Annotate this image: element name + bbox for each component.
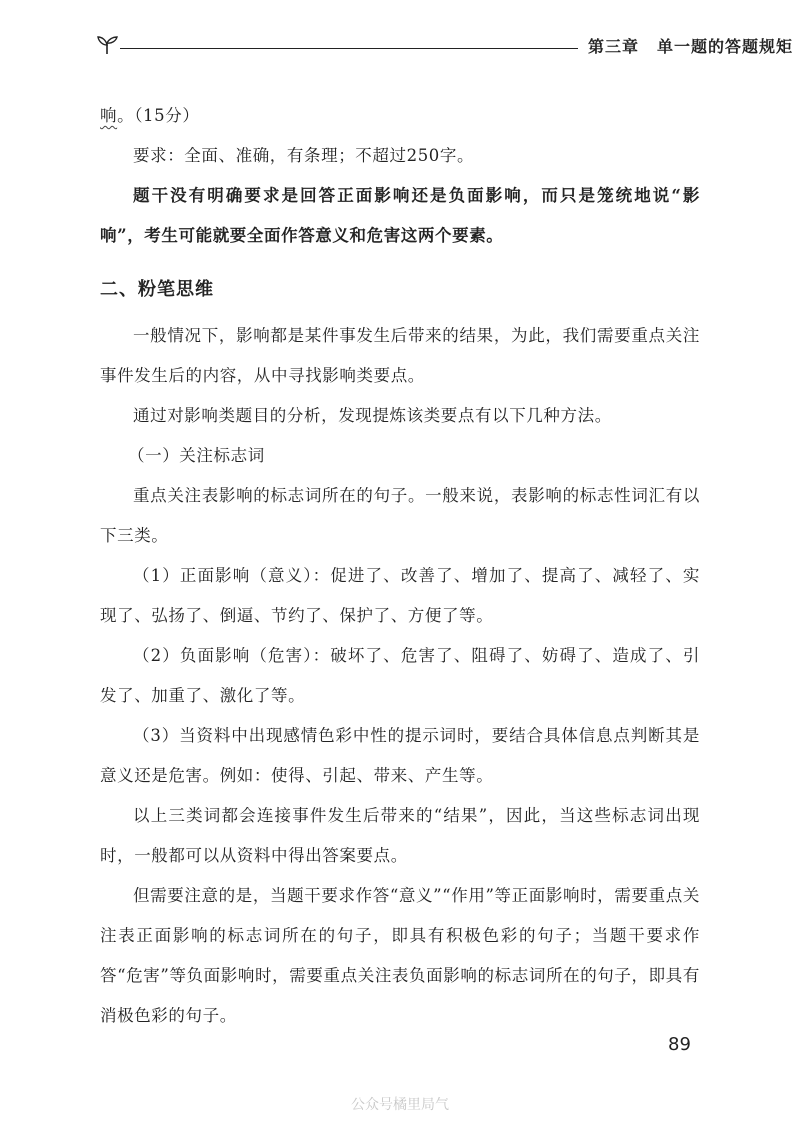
chapter-title: 单一题的答题规矩 [657,37,794,56]
paragraph: 重点关注表影响的标志词所在的句子。一般来说，表影响的标志性词汇有以下三类。 [100,486,700,545]
header-rule [120,48,578,49]
section-title: 二、粉笔思维 [100,279,214,300]
fragment-underlined: 响 [100,106,118,125]
fragment-score: 。（15分） [117,106,200,125]
list-item: （3）当资料中出现感情色彩中性的提示词时，要结合具体信息点判断其是意义还是危害。例如：使得、引起、带来、产生等。 [100,726,700,785]
watermark: 公众号橘里局气 [351,1097,449,1113]
running-header [96,34,794,58]
paragraph: 一般情况下，影响都是某件事发生后带来的结果，为此，我们需要重点关注事件发生后的内容，从中寻找影响类要点。 [100,326,700,385]
paragraph: 但需要注意的是，当题干要求作答“意义”“作用”等正面影响时，需要重点关注表正面影响的标志词所在的句子，即具有积极色彩的句子；当题干要求作答“危害”等负面影响时，需要重点关注表负面影响的标志词所在的句子，即具有消极色彩的句子。 [100,886,700,1025]
list-item: （2）负面影响（危害）：破坏了、危害了、阻碍了、妨碍了、造成了、引发了、加重了、激化了等。 [100,646,700,705]
page-number: 89 [668,1034,691,1055]
requirement-text: 要求：全面、准确，有条理；不超过250字。 [133,146,475,165]
sprout-icon [96,34,118,56]
list-item: （1）正面影响（意义）：促进了、改善了、增加了、提高了、减轻了、实现了、弘扬了、倒逼、节约了、保护了、方便了等。 [100,566,700,625]
question-fragment [100,96,700,136]
header-title [588,34,793,57]
page-body [100,96,700,1036]
paragraph: 通过对影响类题目的分析，发现提炼该类要点有以下几种方法。 [133,406,612,425]
chapter-label: 第三章 [588,37,640,56]
paragraph: 以上三类词都会连接事件发生后带来的“结果”，因此，当这些标志词出现时，一般都可以从资料中得出答案要点。 [100,806,700,865]
subsection-title: （一）关注标志词 [128,446,265,465]
analysis-note: 题干没有明确要求是回答正面影响还是负面影响，而只是笼统地说“影响”，考生可能就要全面作答意义和危害这两个要素。 [100,186,700,245]
